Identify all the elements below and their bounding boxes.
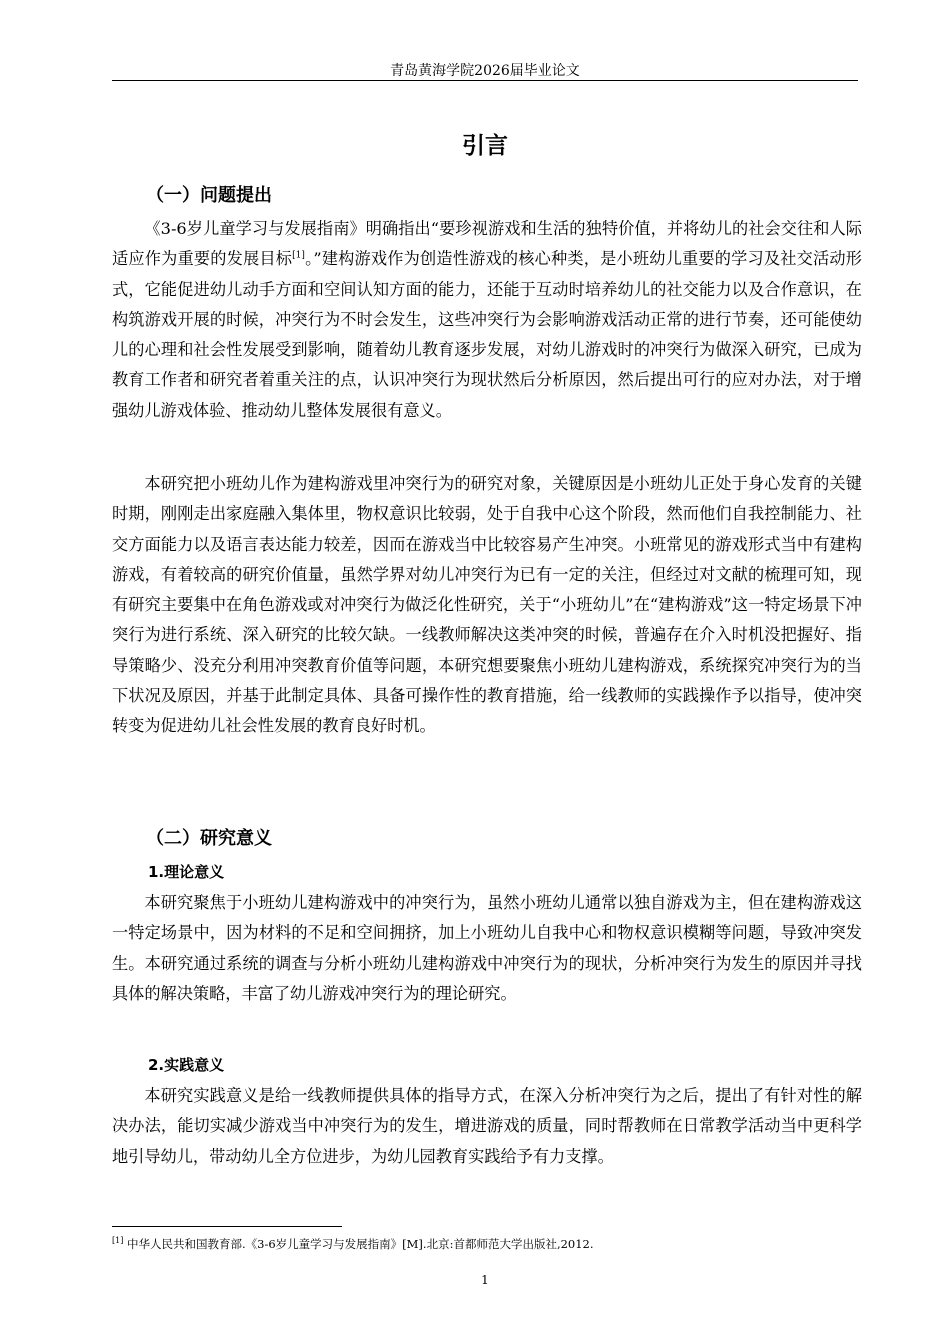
- section1-para2-block: [112, 469, 862, 742]
- theory-paragraph: 本研究聚焦于小班幼儿建构游戏中的冲突行为，虽然小班幼儿通常以独自游戏为主，但在建构游戏这一特定场景中，因为材料的不足和空间拥挤，加上小班幼儿自我中心和物权意识模糊等问题，导致冲突发生。本研究通过系统的调查与分析小班幼儿建构游戏中冲突行为的现状，分析冲突行为发生的原因并寻找具体的解决策略，丰富了幼儿游戏冲突行为的理论研究。: [112, 893, 862, 1003]
- theory-para-block: [112, 888, 862, 1009]
- subsection-heading-2: [112, 1055, 862, 1075]
- subsection-heading-theory: 1.理论意义: [148, 863, 225, 881]
- section-heading-1: [112, 184, 862, 208]
- section-heading-problem: （一）问题提出: [146, 185, 272, 206]
- section1-paragraph-1: [112, 214, 862, 426]
- subsection-heading-1: [112, 862, 862, 882]
- para1-text-before-ref: 《3-6岁儿童学习与发展指南》明确指出“要珍视游戏和生活的独特价值，并将幼儿的社会交往和人际适应作为重要的发展目标: [112, 219, 862, 269]
- footnote-marker: [1]: [112, 1236, 124, 1246]
- subsection-heading-practice: 2.实践意义: [148, 1056, 225, 1074]
- chapter-title: 引言: [462, 133, 508, 159]
- footnote: [112, 1236, 858, 1252]
- practice-para-block: [112, 1081, 862, 1172]
- para1-text-after-ref: 。”建构游戏作为创造性游戏的核心种类，是小班幼儿重要的学习及社交活动形式，它能促进幼儿动手方面和空间认知方面的能力，还能于互动时培养幼儿的社交能力以及合作意识，在构筑游戏开展的时候，冲突行为不时会发生，这些冲突行为会影响游戏活动正常的进行节奏，还可能使幼儿的心理和社会性发展受到影响，随着幼儿教育逐步发展，对幼儿游戏时的冲突行为做深入研究，已成为教育工作者和研究者着重关注的点，认识冲突行为现状然后分析原因，然后提出可行的应对办法，对于增强幼儿游戏体验、推动幼儿整体发展很有意义。: [112, 249, 862, 420]
- section-heading-significance: （二）研究意义: [146, 828, 272, 849]
- footnote-rule: [112, 1226, 342, 1227]
- footnote-text: 中华人民共和国教育部.《3-6岁儿童学习与发展指南》[M].北京:首都师范大学出版社,2012.: [123, 1237, 594, 1251]
- header-rule: [112, 80, 858, 81]
- page-header: 青岛黄海学院2026届毕业论文: [390, 63, 580, 79]
- section1-paragraph-2: 本研究把小班幼儿作为建构游戏里冲突行为的研究对象，关键原因是小班幼儿正处于身心发育的关键时期，刚刚走出家庭融入集体里，物权意识比较弱，处于自我中心这个阶段，然而他们自我控制能力、社交方面能力以及语言表达能力较差，因而在游戏当中比较容易产生冲突。小班常见的游戏形式当中有建构游戏，有着较高的研究价值量，虽然学界对幼儿冲突行为已有一定的关注，但经过对文献的梳理可知，现有研究主要集中在角色游戏或对冲突行为做泛化性研究，关于“小班幼儿”在“建构游戏”这一特定场景下冲突行为进行系统、深入研究的比较欠缺。一线教师解决这类冲突的时候，普遍存在介入时机没把握好、指导策略少、没充分利用冲突教育价值等问题，本研究想要聚焦小班幼儿建构游戏，系统探究冲突行为的当下状况及原因，并基于此制定具体、具备可操作性的教育措施，给一线教师的实践操作予以指导，使冲突转变为促进幼儿社会性发展的教育良好时机。: [112, 474, 862, 736]
- section1-para1-block: [112, 214, 862, 426]
- page-number: 1: [481, 1273, 489, 1287]
- practice-paragraph: 本研究实践意义是给一线教师提供具体的指导方式，在深入分析冲突行为之后，提出了有针对性的解决办法，能切实减少游戏当中冲突行为的发生，增进游戏的质量，同时帮教师在日常教学活动当中更科学地引导幼儿，带动幼儿全方位进步，为幼儿园教育实践给予有力支撑。: [112, 1086, 862, 1166]
- section-heading-2: [112, 827, 862, 851]
- citation-ref-1[interactable]: [1]: [292, 250, 305, 261]
